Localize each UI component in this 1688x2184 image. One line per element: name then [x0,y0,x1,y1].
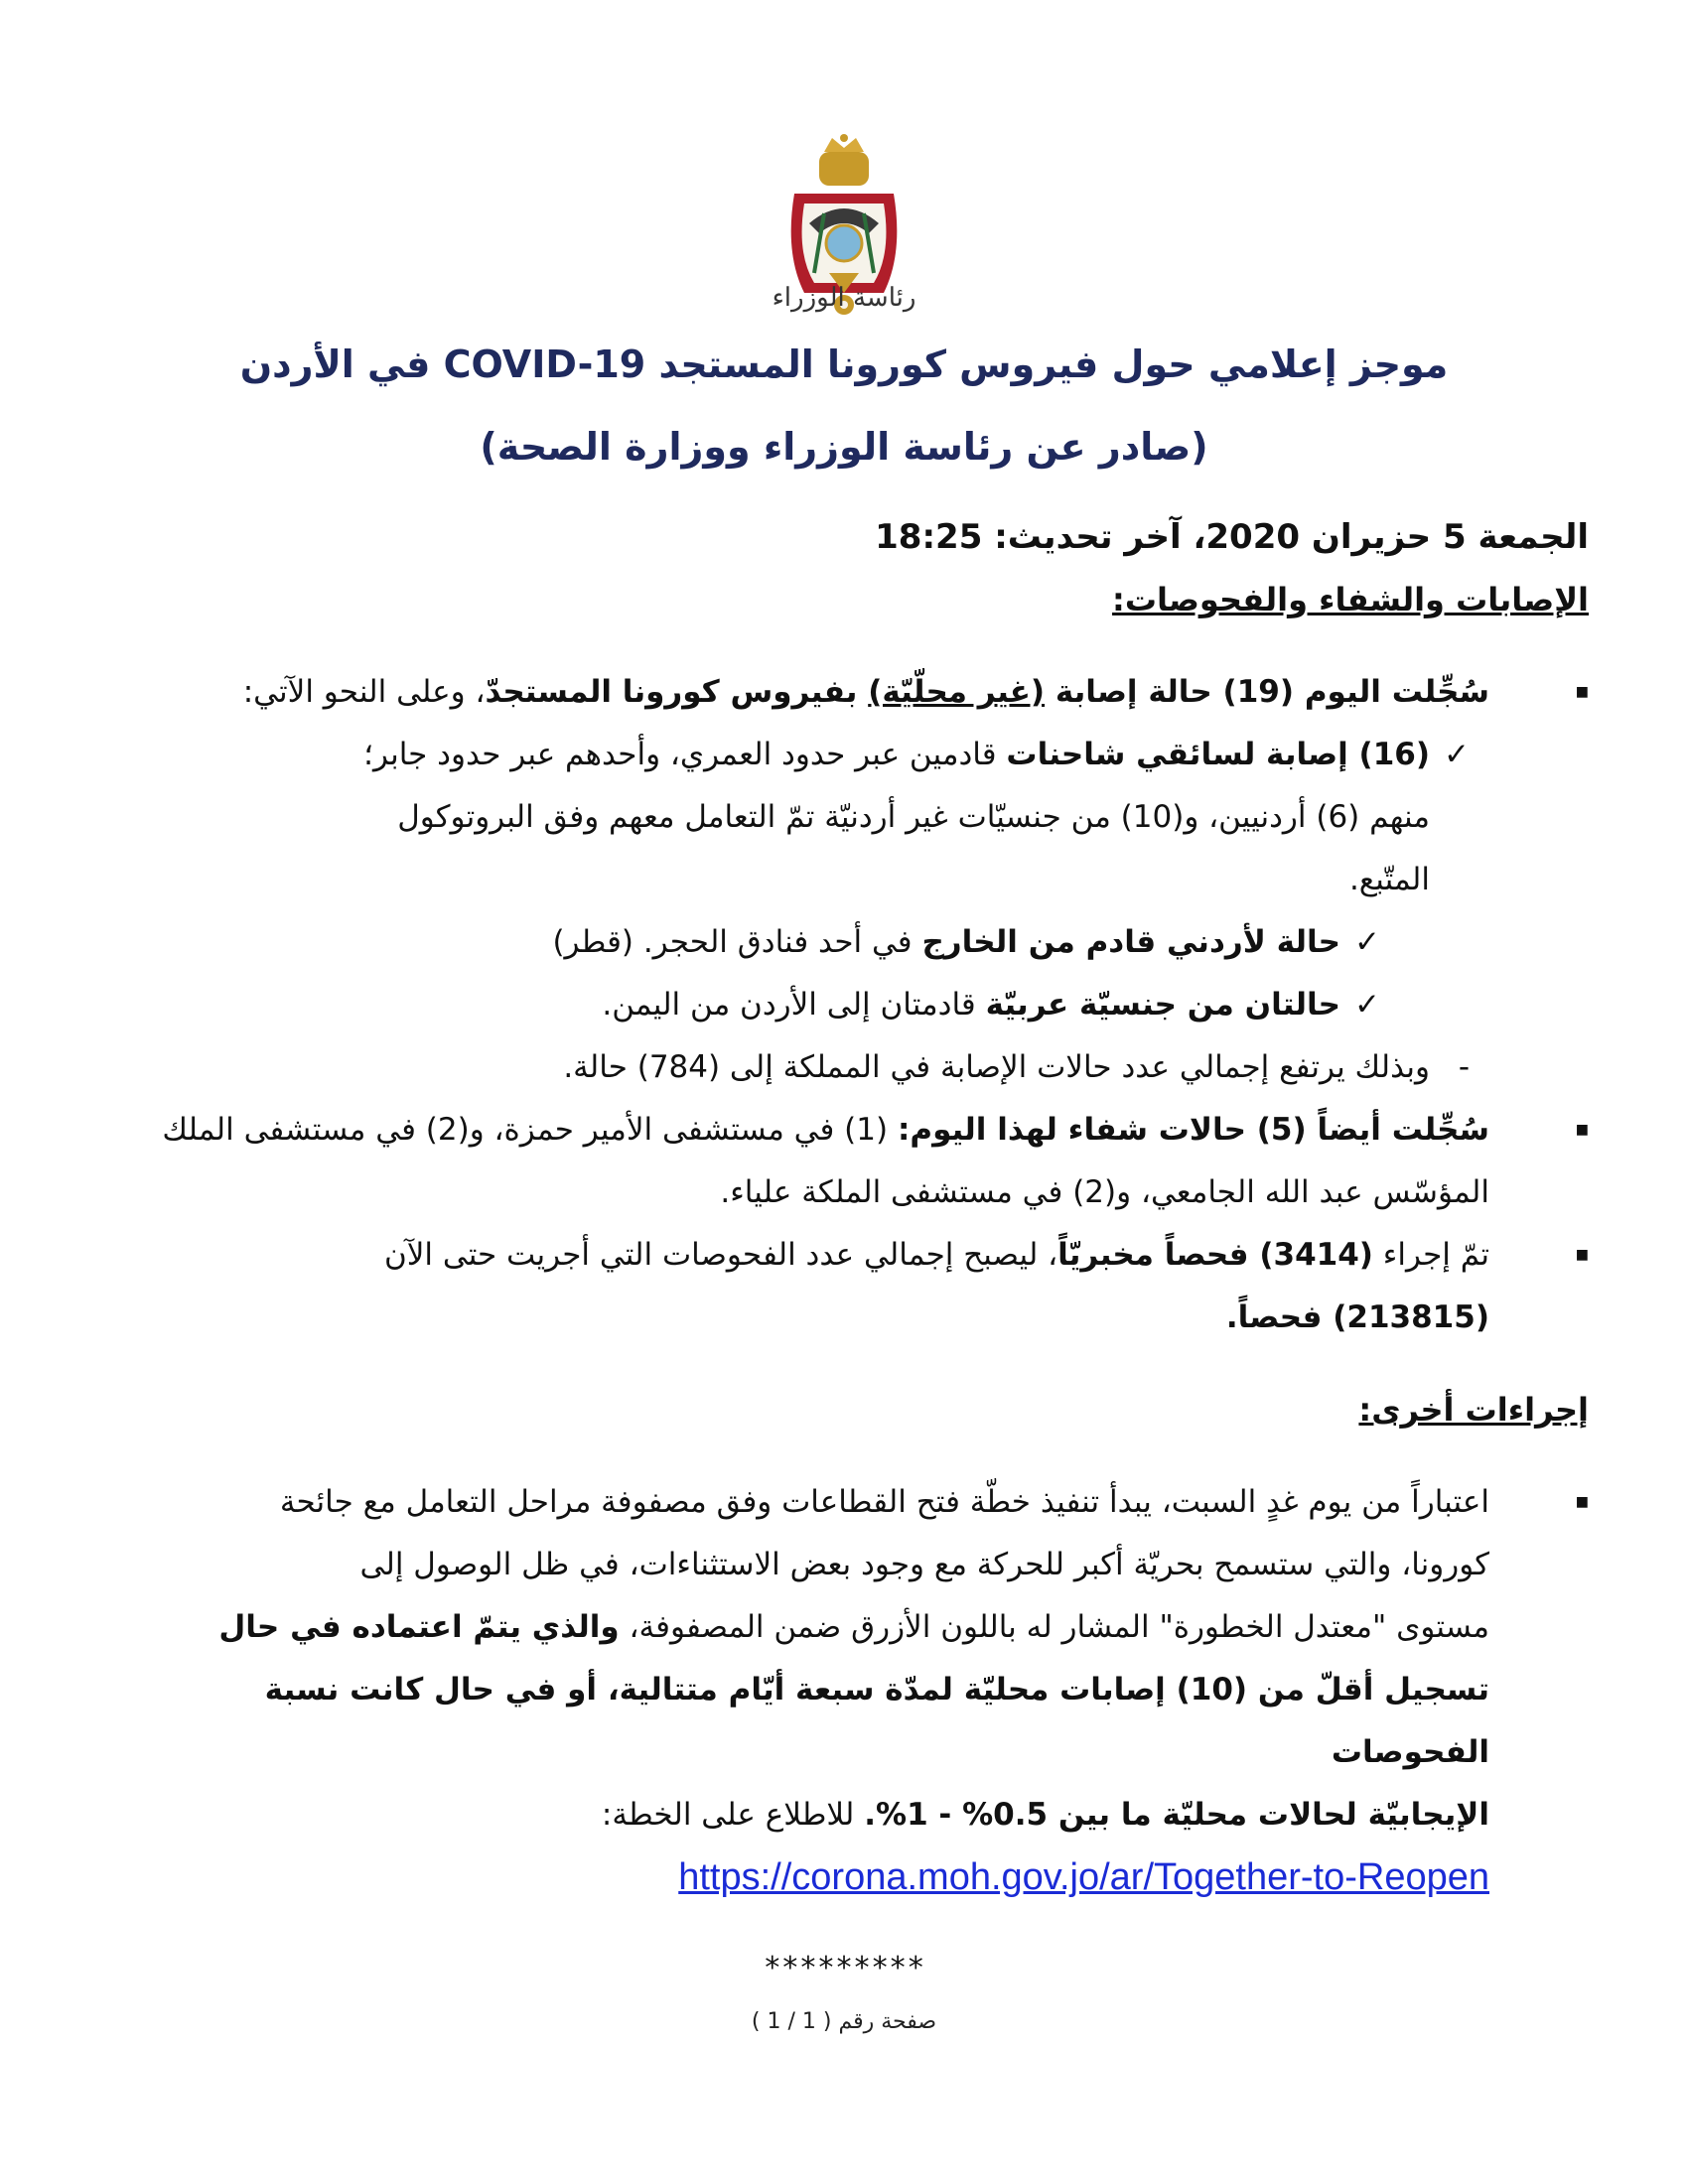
checkmark-icon: ✓ [1444,737,1470,772]
tests-prefix: تمّ إجراء [1372,1237,1489,1273]
page-subtitle: (صادر عن رئاسة الوزراء ووزارة الصحة) [480,425,1208,469]
measures-line4: تسجيل أقلّ من (10) إصابات محليّة لمدّة سبعة أيّام متتالية، أو في حال كانت نسبة الفحوصات [264,1672,1489,1770]
measures-line3 [99,1596,1589,1659]
section-heading-measures: إجراءات أخرى: [1358,1391,1589,1429]
plan-link-intro: للاطلاع على الخطة: [601,1797,865,1833]
bullet-new-cases [99,661,1589,724]
measures-line2: كورونا، والتي ستسمح بحريّة أكبر للحركة مع وجود بعض الاستثناءات، في ظل الوصول إلى [359,1547,1489,1582]
emblem-caption: رئاسة الوزراء [772,283,916,313]
checkmark-icon: ✓ [1354,987,1380,1023]
tests-text: ، ليصبح إجمالي عدد الفحوصات التي أجريت حتى الآن [383,1237,1058,1273]
recoveries-line2: المؤسّس عبد الله الجامعي، و(2) في مستشفى الملكة علياء. [720,1174,1489,1210]
non-local-label: (غير محلّيّة) [868,674,1046,710]
page-number: صفحة رقم ( 1 / 1 ) [751,2009,937,2034]
recoveries-label: سُجِّلت أيضاً (5) حالات شفاء لهذا اليوم: [897,1112,1489,1148]
total-cases-text: وبذلك يرتفع إجمالي عدد حالات الإصابة في المملكة إلى (784) حالة. [563,1049,1430,1085]
truck-drivers-count: (16) إصابة لسائقي شاحنات [1006,737,1430,772]
dash-marker: - [1458,1049,1470,1085]
positivity-rate-text: الإيجابيّة لحالات محليّة ما بين 0.5% - 1%. [864,1797,1489,1833]
truck-drivers-line2: منهم (6) أردنيين، و(10) من جنسيّات غير أردنيّة تمّ التعامل معهم وفق البروتوكول [397,799,1430,835]
recoveries-text: (1) في مستشفى الأمير حمزة، و(2) في مستشفى الملك [162,1112,898,1148]
total-cases-line [99,1036,1589,1099]
document-body [99,506,1589,1999]
tests-total: (213815) فحصاً. [1225,1299,1489,1335]
virus-name: بفيروس كورونا المستجدّ [485,674,869,710]
reopen-plan-link[interactable]: https://corona.moh.gov.jo/ar/Together-to-Reopen [678,1856,1489,1898]
bullet-recoveries [99,1099,1589,1161]
page-title: موجز إعلامي حول فيروس كورونا المستجد COVID-19 في الأردن [239,342,1449,386]
date-line: الجمعة 5 حزيران 2020، آخر تحديث: 18:25 [875,517,1589,557]
measures-line1: ■ اعتباراً من يوم غدٍ السبت، يبدأ تنفيذ خطّة فتح القطاعات وفق مصفوفة مراحل التعامل مع جائحة [99,1471,1589,1534]
bullet-tests [99,1224,1589,1287]
arab-nationals-label: حالتان من جنسيّة عربيّة [985,987,1340,1023]
arab-nationals-text: قادمتان إلى الأردن من اليمن. [602,987,986,1023]
cases-intro-text: ، وعلى النحو الآتي: [242,674,486,710]
check-item-returnee [99,911,1589,974]
checkmark-icon: ✓ [1354,924,1380,960]
returnee-label: حالة لأردني قادم من الخارج [921,924,1340,960]
separator: ********* [763,1951,925,1985]
tests-count: (3414) فحصاً مخبريّاً [1057,1237,1373,1273]
new-cases-count: سُجِّلت اليوم (19) حالة إصابة [1045,674,1489,710]
measures-line3-text: مستوى "معتدل الخطورة" المشار له باللون الأزرق ضمن المصفوفة، [619,1609,1489,1645]
measures-line3-bold: والذي يتمّ اعتماده في حال [218,1609,620,1645]
truck-drivers-line3: المتّبع. [1348,862,1430,897]
truck-drivers-text: قادمين عبر حدود العمري، وأحدهم عبر حدود جابر؛ [363,737,1007,772]
returnee-text: في أحد فنادق الحجر. (قطر) [552,924,922,960]
section-heading-cases: الإصابات والشفاء والفحوصات: [1112,581,1589,618]
check-item-arab-nationals [99,974,1589,1036]
measures-line5 [99,1784,1589,1846]
check-item-truck-drivers [99,724,1589,786]
